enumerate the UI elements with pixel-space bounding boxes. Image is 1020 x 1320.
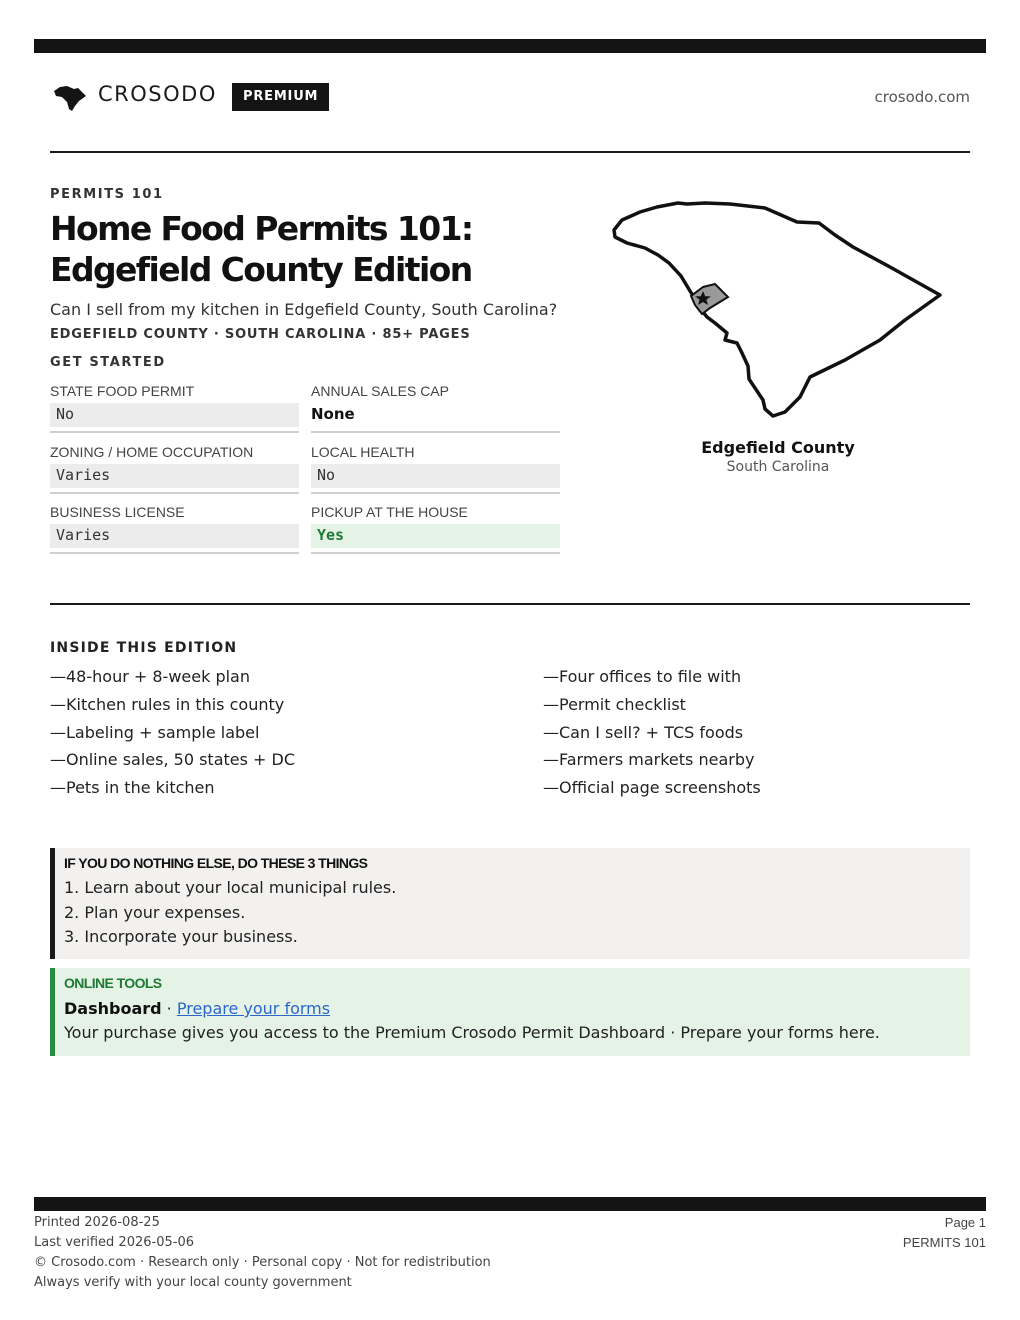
contents-right-column [543, 666, 983, 805]
fact-label: ZONING / HOME OCCUPATION [50, 444, 254, 460]
get-started-label: GET STARTED [50, 355, 166, 370]
contents-item: —Four offices to file with [543, 667, 742, 686]
fact-label: STATE FOOD PERMIT [50, 383, 195, 399]
divider [50, 603, 970, 605]
tools-links-row [64, 997, 970, 1021]
fact-underline [311, 492, 560, 494]
fact-label: LOCAL HEALTH [311, 444, 415, 460]
copyright: © Crosodo.com · Research only · Personal copy · Not for redistribution [34, 1255, 491, 1270]
subtitle: Can I sell from my kitchen in Edgefield County, South Carolina? [50, 300, 558, 319]
contents-item: —Labeling + sample label [50, 722, 260, 742]
fact-label: ANNUAL SALES CAP [311, 383, 449, 399]
brand-name[interactable]: CROSODO [98, 82, 217, 106]
contents-item: —48-hour + 8-week plan [50, 667, 250, 686]
fact-underline [50, 431, 299, 433]
fact-underline [311, 431, 560, 433]
verify-note: Always verify with your local county government [34, 1275, 352, 1290]
dashboard-label: Dashboard [64, 999, 162, 1018]
contents-item: —Online sales, 50 states + DC [50, 750, 296, 770]
title-line-2: Edgefield County Edition [50, 250, 472, 289]
fact-pickup [311, 504, 560, 560]
state-outline [614, 203, 940, 416]
page-title [50, 208, 610, 290]
contents-item: —Can I sell? + TCS foods [543, 722, 744, 742]
fact-value: No [50, 403, 299, 427]
contents-item: —Pets in the kitchen [50, 778, 215, 798]
kicker: PERMITS 101 [50, 187, 164, 202]
fact-underline [311, 552, 560, 554]
contents-item: —Kitchen rules in this county [50, 694, 285, 714]
footer-section: PERMITS 101 [902, 1235, 986, 1250]
county-highlight [691, 284, 728, 314]
fact-business-license [50, 504, 299, 560]
tools-description: Your purchase gives you access to the Premium Crosodo Permit Dashboard · Prepare your forms here. [64, 1023, 880, 1042]
edition-meta: EDGEFIELD COUNTY · SOUTH CAROLINA · 85+ PAGES [50, 327, 471, 342]
callout-step: 2. Plan your expenses. [64, 902, 246, 922]
page-number: Page 1 [944, 1215, 986, 1230]
tools-heading: ONLINE TOOLS [64, 975, 162, 991]
fact-label: PICKUP AT THE HOUSE [311, 504, 468, 520]
map-state-name: South Carolina [726, 459, 830, 475]
fact-value: Varies [50, 524, 299, 548]
fact-underline [50, 492, 299, 494]
fact-zoning [50, 444, 299, 500]
contents-item: —Permit checklist [543, 694, 686, 714]
printed-date: Printed 2026-08-25 [34, 1215, 160, 1230]
footer-right [903, 1213, 986, 1253]
premium-badge: PREMIUM [232, 83, 329, 111]
map-caption [618, 438, 938, 475]
header [50, 80, 970, 114]
prepare-forms-link[interactable]: Prepare your forms [176, 999, 331, 1018]
contents-item: —Official page screenshots [543, 778, 761, 798]
fact-value: No [311, 464, 560, 488]
callout-step: 3. Incorporate your business. [64, 927, 298, 946]
fact-value: Varies [50, 464, 299, 488]
callout-heading: IF YOU DO NOTHING ELSE, DO THESE 3 THINGS [64, 855, 368, 871]
fact-label: BUSINESS LICENSE [50, 504, 185, 520]
south-carolina-state-icon [52, 84, 88, 112]
map-county-name: Edgefield County [701, 438, 855, 457]
title-line-1: Home Food Permits 101: [50, 209, 473, 248]
bottom-bar [34, 1197, 986, 1211]
fact-annual-sales-cap [311, 383, 560, 439]
fact-value: None [311, 405, 355, 423]
fact-state-food-permit [50, 383, 299, 439]
site-url[interactable]: crosodo.com [874, 88, 970, 106]
state-map [605, 195, 950, 430]
online-tools-box [50, 968, 970, 1056]
top-three-callout [50, 848, 970, 959]
contents-left-column [50, 666, 490, 805]
separator: · [161, 999, 177, 1018]
verified-date: Last verified 2026-05-06 [34, 1235, 194, 1250]
contents-item: —Farmers markets nearby [543, 750, 755, 770]
footer-left [34, 1213, 491, 1293]
callout-step: 1. Learn about your local municipal rules. [64, 878, 397, 897]
fact-value: Yes [311, 524, 560, 548]
fact-local-health [311, 444, 560, 500]
divider [50, 151, 970, 153]
top-bar [34, 39, 986, 53]
fact-underline [50, 552, 299, 554]
inside-heading: INSIDE THIS EDITION [50, 640, 238, 656]
